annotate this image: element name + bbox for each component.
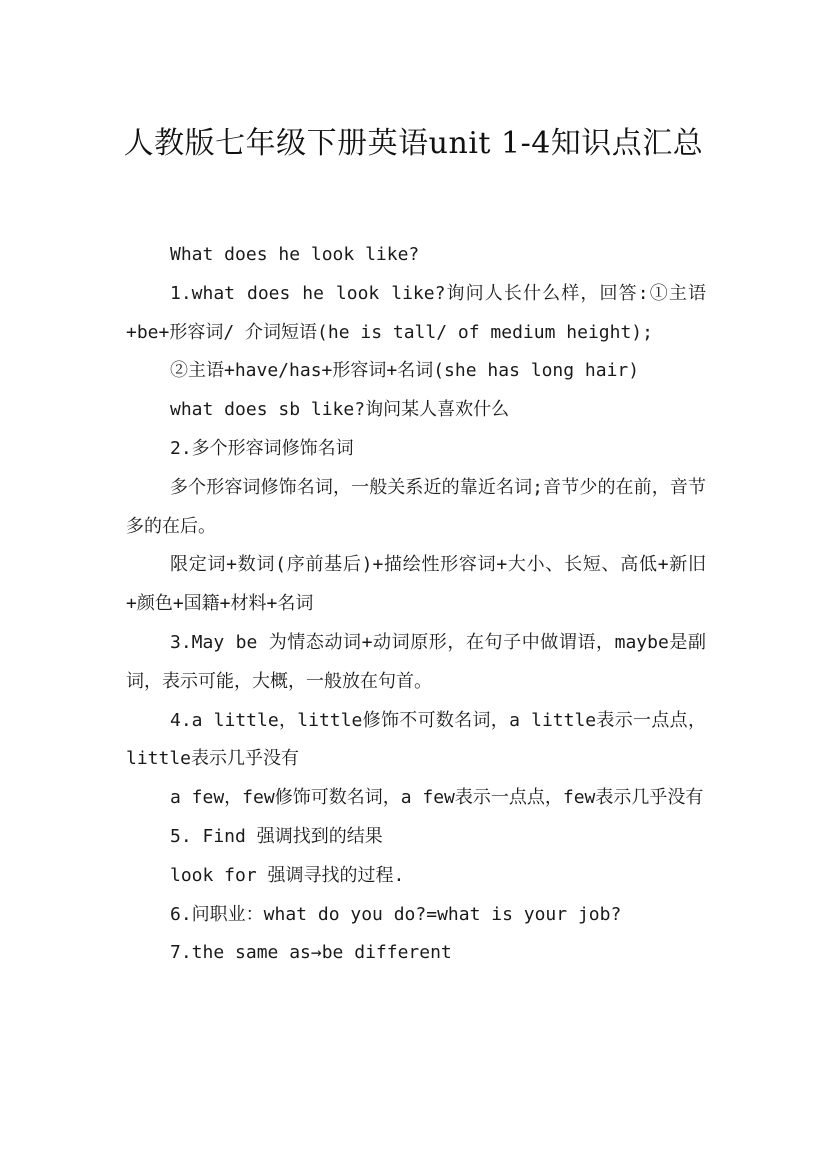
paragraph: 4.a little，little修饰不可数名词，a little表示一点点，little表示几乎没有 bbox=[126, 709, 706, 770]
document-body bbox=[126, 236, 706, 973]
paragraph: ②主语+have/has+形容词+名词(she has long hair) bbox=[170, 360, 640, 382]
paragraph: a few，few修饰可数名词，a few表示一点点，few表示几乎没有 bbox=[170, 787, 704, 809]
document-title: 人教版七年级下册英语unit 1-4知识点汇总 bbox=[123, 126, 704, 162]
paragraph: 3.May be 为情态动词+动词原形，在句子中做谓语，maybe是副词，表示可能，大概，一般放在句首。 bbox=[126, 631, 706, 692]
paragraph: 7.the same as→be different bbox=[170, 942, 452, 964]
paragraph: What does he look like? bbox=[170, 244, 420, 265]
paragraph: 多个形容词修饰名词，一般关系近的靠近名词;音节少的在前，音节多的在后。 bbox=[126, 476, 706, 537]
paragraph: what does sb like?询问某人喜欢什么 bbox=[170, 399, 510, 421]
paragraph: 6.问职业：what do you do?=what is your job? bbox=[170, 903, 622, 925]
paragraph: look for 强调寻找的过程. bbox=[170, 864, 405, 886]
paragraph: 1.what does he look like?询问人长什么样，回答:①主语+be+形容词/ 介词短语(he is tall/ of medium height); bbox=[126, 282, 706, 343]
paragraph: 2.多个形容词修饰名词 bbox=[170, 437, 354, 459]
paragraph: 5. Find 强调找到的结果 bbox=[170, 825, 383, 847]
paragraph: 限定词+数词(序前基后)+描绘性形容词+大小、长短、高低+新旧+颜色+国籍+材料+名词 bbox=[126, 554, 706, 615]
